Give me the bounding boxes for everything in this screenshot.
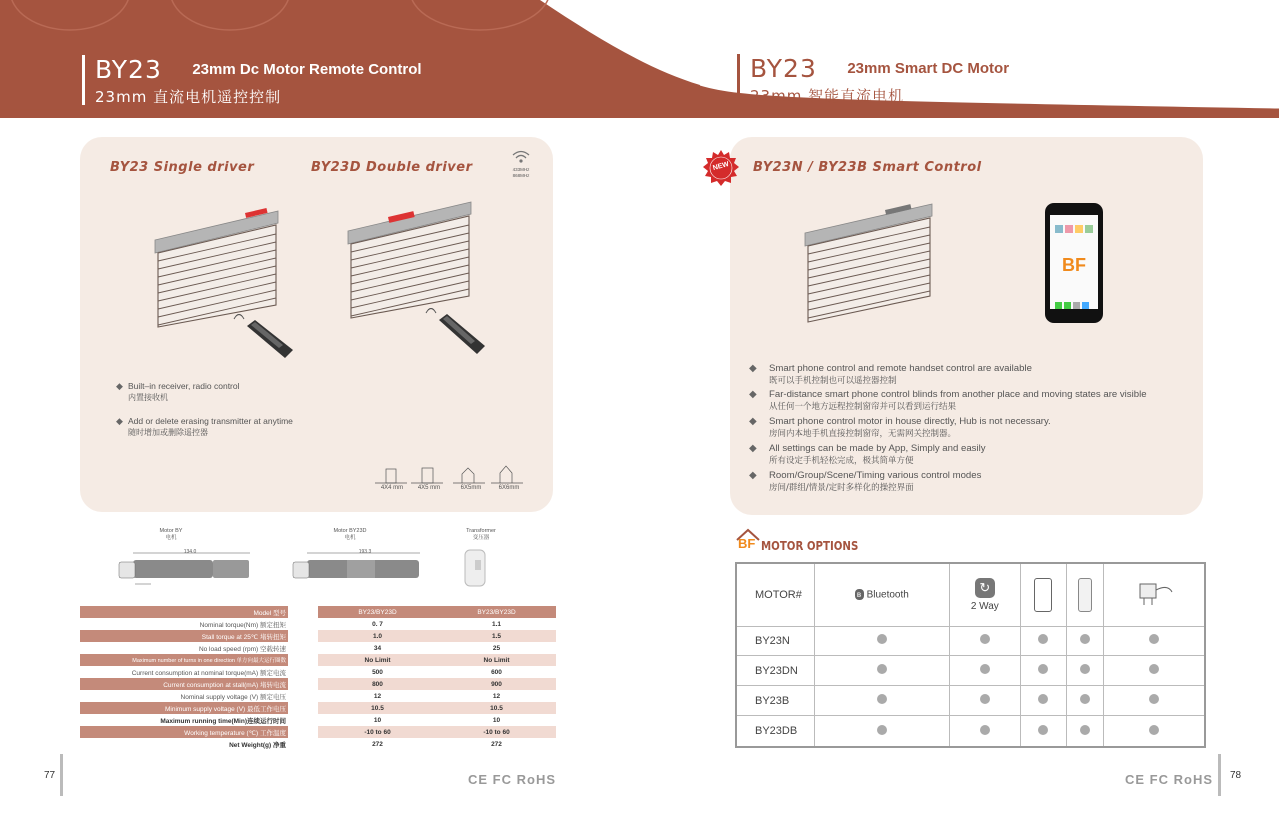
two-way-col-header	[949, 563, 1020, 626]
motor-by-label	[145, 528, 197, 542]
spec-value: 10.5	[437, 702, 556, 714]
motor-name: BY23N	[736, 626, 814, 656]
spec-value: 10	[492, 716, 501, 724]
right-feature-1-en: Smart phone control and remote handset control are available	[769, 363, 1032, 374]
spec-value: 12	[492, 692, 501, 700]
table-row	[80, 726, 556, 738]
spec-value: 272	[491, 740, 502, 748]
motor-by-label-cn: 电机	[165, 535, 177, 541]
option-dot	[877, 664, 887, 674]
left-feature-1: ◆ Built–in receiver, radio control 内置接收机	[116, 381, 240, 402]
right-feature-3-cn: 房间内本地手机直接控制窗帘，无需网关控制器。	[769, 429, 957, 439]
right-header-title	[737, 54, 1009, 104]
motor-by23d-label-en: Motor BY23D	[333, 528, 367, 534]
table-row	[80, 666, 556, 678]
left-feature-1-en: Built–in receiver, radio control	[128, 381, 240, 391]
power-adapter-icon	[1134, 578, 1174, 608]
left-page-bar	[60, 754, 63, 796]
table-row	[80, 678, 556, 690]
spec-row-label: Minimum supply voltage (V) 最低工作电压	[80, 702, 288, 714]
smart-control-title: BY23N / BY23B Smart Control	[753, 160, 982, 175]
option-dot	[1080, 694, 1090, 704]
right-feature-5: ◆ Room/Group/Scene/Timing various control modes 房间/群组/情景/定时多样化的操控界面	[749, 470, 982, 493]
spec-head-col1: BY23/BY23D	[318, 606, 437, 618]
option-dot	[980, 664, 990, 674]
option-dot	[1080, 664, 1090, 674]
motor-row	[736, 626, 1205, 656]
spec-row-label: Maximum number of turns in one direction 单方向最大运行圈数	[80, 654, 288, 666]
transformer-label-en: Transformer	[466, 528, 496, 534]
spec-value: 600	[491, 668, 502, 676]
transformer-label-cn: 变压器	[472, 535, 490, 541]
right-model: BY23	[750, 54, 817, 83]
right-feature-3: ◆ Smart phone control motor in house directly, Hub is not necessary. 房间内本地手机直接控制窗帘，无需网关控制器。	[749, 416, 1051, 439]
right-page-number: 78	[1230, 770, 1242, 781]
transformer-label	[455, 528, 507, 542]
remote-control-image	[233, 312, 295, 367]
spec-value: 500	[372, 668, 383, 676]
spec-table-header	[80, 606, 556, 618]
option-dot	[1149, 725, 1159, 735]
smartphone-image	[1045, 203, 1103, 323]
spec-value: 1.0	[318, 630, 437, 642]
motor-by23d-label	[322, 528, 378, 542]
spec-row-label: Nominal supply voltage (V) 额定电压	[180, 693, 286, 701]
size-label-1: 4X4 mm	[380, 485, 404, 491]
option-dot	[877, 634, 887, 644]
spec-value: 800	[318, 678, 437, 690]
option-dot	[1149, 664, 1159, 674]
right-subtitle: 23mm Smart DC Motor	[847, 60, 1010, 77]
right-feature-4: ◆ All settings can be made by App, Simply and easily 所有设定手机轻松完成，极其简单方便	[749, 443, 986, 466]
two-way-label: 2 Way	[970, 600, 999, 612]
left-cert-marks: CE FC RoHS	[468, 772, 556, 787]
remote-col-header	[1067, 563, 1104, 626]
motor-by23d-label-cn: 电机	[344, 535, 356, 541]
motor-col-header: MOTOR#	[736, 563, 814, 626]
spec-value: 272	[372, 740, 383, 748]
left-feature-1-cn: 内置接收机	[128, 393, 168, 402]
left-feature-2-cn: 随时增加或删除遥控器	[128, 428, 208, 437]
spec-value: -10 to 60	[437, 726, 556, 738]
sync-icon: ↻	[975, 578, 995, 598]
bluetooth-label: Bluetooth	[866, 589, 909, 601]
spec-value: 10	[373, 716, 382, 724]
option-dot	[1080, 725, 1090, 735]
bf-logo-text: BF	[738, 536, 756, 551]
right-subtitle-cn: 23mm 智能直流电机	[750, 87, 905, 105]
motor-name: BY23B	[736, 686, 814, 716]
table-row	[80, 690, 556, 702]
spec-table	[80, 606, 556, 750]
table-row	[80, 654, 556, 666]
phone-app-logo: BF	[1062, 255, 1086, 275]
spec-row-label: No load speed (rpm) 空载转速	[198, 645, 286, 653]
left-feature-2-en: Add or delete erasing transmitter at anytime	[128, 416, 293, 426]
motor-row	[736, 686, 1205, 716]
motor-name: BY23DB	[736, 716, 814, 747]
bf-logo	[735, 528, 761, 552]
motor-by23d-dim: 193.3	[358, 549, 372, 555]
option-dot	[877, 725, 887, 735]
left-model: BY23	[95, 55, 162, 84]
right-feature-5-cn: 房间/群组/情景/定时多样化的操控界面	[769, 483, 914, 493]
spec-value: 25	[492, 644, 501, 652]
spec-value: -10 to 60	[318, 726, 437, 738]
spec-row-label: Current consumption at stall(mA) 堵转电流	[80, 678, 288, 690]
motor-row	[736, 716, 1205, 747]
spec-head-label: Model 型号	[80, 606, 288, 618]
option-dot	[1038, 694, 1048, 704]
spec-row-label: Current consumption at nominal torque(mA) 额定电流	[131, 669, 286, 677]
right-feature-2-cn: 从任何一个地方远程控制窗帘并可以看到运行结果	[769, 402, 957, 412]
spec-value: 900	[437, 678, 556, 690]
size-label-3: 6X5mm	[460, 485, 482, 491]
right-page-bar	[1218, 754, 1221, 796]
left-header-title	[82, 55, 422, 105]
right-feature-2: ◆ Far-distance smart phone control blinds from another place and moving states are visible 从任何一个地方远程控制窗帘并可以看到运行结果	[749, 389, 1147, 412]
table-row	[80, 618, 556, 630]
right-feature-2-en: Far-distance smart phone control blinds from another place and moving states are visible	[769, 389, 1147, 400]
phone-icon	[1034, 578, 1052, 612]
motor-name: BY23DN	[736, 656, 814, 686]
bluetooth-icon: ʙ	[855, 589, 864, 600]
left-subtitle-cn: 23mm 直流电机遥控控制	[95, 88, 282, 106]
motor-options-table	[735, 562, 1206, 748]
remote-icon	[1078, 578, 1092, 612]
spec-row-label: Nominal torque(Nm) 额定扭矩	[199, 621, 286, 629]
motor-row	[736, 656, 1205, 686]
new-badge	[703, 150, 739, 186]
table-row	[80, 702, 556, 714]
spec-value: 10.5	[318, 702, 437, 714]
size-label-4: 6X6mm	[498, 485, 520, 491]
motor-options-header	[736, 563, 1205, 626]
right-feature-5-en: Room/Group/Scene/Timing various control modes	[769, 470, 982, 481]
option-dot	[1038, 725, 1048, 735]
adapter-col-header	[1103, 563, 1205, 626]
right-feature-3-en: Smart phone control motor in house directly, Hub is not necessary.	[769, 416, 1051, 427]
new-badge-text: NEW	[712, 161, 730, 172]
option-dot	[1149, 694, 1159, 704]
right-feature-1: ◆ Smart phone control and remote handset control are available 既可以手机控制也可以遥控器控制	[749, 363, 1032, 386]
motor-options-title: MOTOR OPTIONS	[761, 539, 859, 553]
right-feature-4-cn: 所有设定手机轻松完成，极其简单方便	[769, 456, 914, 466]
spec-row-label: Net Weight(g) 净重	[229, 741, 286, 749]
option-dot	[980, 725, 990, 735]
size-label-2: 4X5 mm	[417, 485, 441, 491]
right-feature-1-cn: 既可以手机控制也可以遥控器控制	[769, 376, 897, 386]
spec-row-label: Maximum running time(Min)连续运行时间	[160, 717, 286, 725]
spec-row-label: Stall torque at 25℃ 堵转扭矩	[80, 630, 288, 642]
motor-by-label-en: Motor BY	[159, 528, 183, 534]
bluetooth-col-header	[814, 563, 949, 626]
option-dot	[877, 694, 887, 704]
option-dot	[1149, 634, 1159, 644]
spec-value: No Limit	[318, 654, 437, 666]
smart-blind-image	[800, 198, 938, 333]
transformer-drawing	[461, 546, 491, 595]
option-dot	[1038, 664, 1048, 674]
spec-head-col2: BY23/BY23D	[437, 606, 556, 618]
motor-by-dim: 134.0	[183, 549, 197, 555]
double-driver-title: BY23D Double driver	[311, 160, 473, 175]
phone-col-header	[1020, 563, 1066, 626]
left-feature-2: ◆ Add or delete erasing transmitter at anytime 随时增加或删除遥控器	[116, 416, 293, 437]
spec-value: No Limit	[437, 654, 556, 666]
right-cert-marks: CE FC RoHS	[1125, 772, 1213, 787]
option-dot	[980, 694, 990, 704]
single-driver-title: BY23 Single driver	[110, 160, 255, 175]
spec-value: 0. 7	[372, 620, 383, 628]
freq-label-1: 433MHz	[512, 167, 530, 172]
freq-label-2: 868MHz	[512, 173, 530, 178]
table-row	[80, 738, 556, 750]
left-page-number: 77	[44, 770, 56, 781]
spec-value: 1.5	[437, 630, 556, 642]
option-dot	[980, 634, 990, 644]
remote-control-image-2	[425, 306, 487, 365]
spec-value: 12	[373, 692, 382, 700]
right-feature-4-en: All settings can be made by App, Simply and easily	[769, 443, 986, 454]
spec-value: 34	[373, 644, 382, 652]
table-row	[80, 630, 556, 642]
spec-row-label: Working temperature (℃) 工作温度	[80, 726, 288, 738]
left-subtitle: 23mm Dc Motor Remote Control	[192, 61, 422, 78]
option-dot	[1038, 634, 1048, 644]
table-row	[80, 714, 556, 726]
table-row	[80, 642, 556, 654]
spec-value: 1.1	[491, 620, 502, 628]
option-dot	[1080, 634, 1090, 644]
